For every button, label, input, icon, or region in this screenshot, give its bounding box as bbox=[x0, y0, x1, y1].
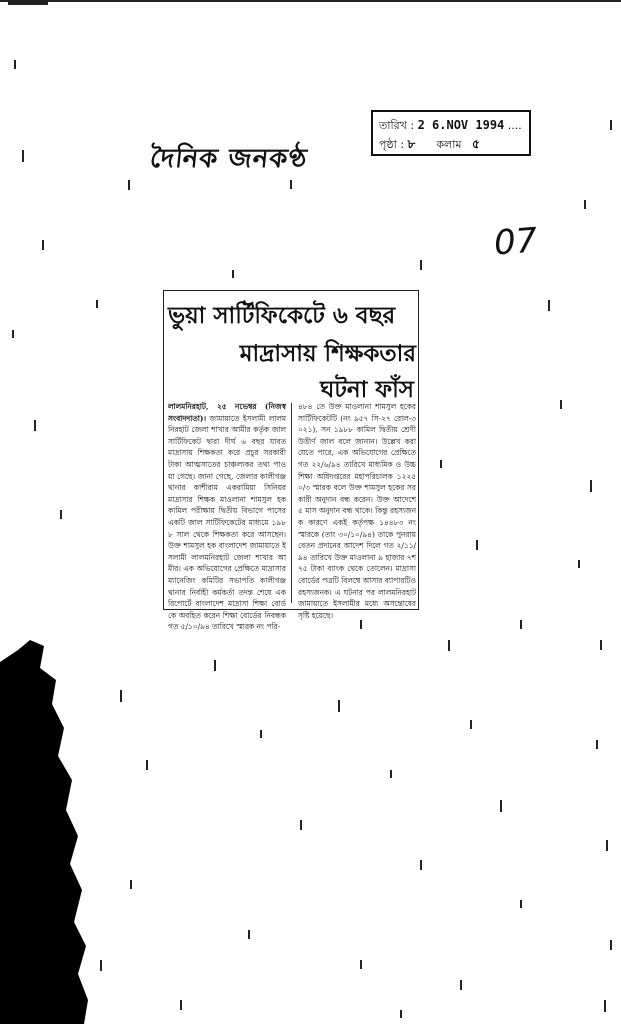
article-dateline: লালমনিরহাট, ২৫ নভেম্বর (নিজস্ব সংবাদদাতা)। bbox=[168, 402, 286, 423]
article-right-text: ৪৮৪ তে উক্ত মাওলানা শামসুল হকের সার্টিফিকেটটি (নং ৯৫৭ সি-২৭ রোল-৩০২১), সন ১৯৮৮ কামিল দ্বিতীয় শ্রেণী উত্তীর্ণ জাল বলে জানান। উল্লেখ করা যেতে পারে, এক অভিযোগের প্রেক্ষিতে গত ২২/৬/৯৪ তারিখে মাধ্যমিক ও উচ্চশিক্ষা অধিদপ্তরের মহাপরিচালক ১২২৫০/৩ স্মারক বলে উক্ত শামসুল হকের সরকারী অনুদান বন্ধ করেন। উক্ত আদেশে ৫ মাস অনুদান বন্ধ থাকে। কিন্তু রহস্যজনক কারণে একই কর্তৃপক্ষ ১৪৪৮৩ নং স্মারকে (তাং ৩০/১০/৯৪) তাকে পুনরায় বেতন প্রদানের আদেশ দিলে গত ২/১১/৯৪ তারিখে উক্ত মাওলানা ৯ হাজার ৭শ ৭৫ টাকা ব্যাংক থেকে তোলেন। মাদ্রাসা বোর্ডের পত্রটি বিলম্বে আসার ব্যাপারটিও রহস্যজনক। এ ঘটনার পর লালমনিরহাট জামায়াতে ইসলামীর মধ্যে অসন্তোষের সৃষ্টি হয়েছে। bbox=[298, 402, 416, 620]
stamp-page-label: পৃষ্ঠা bbox=[379, 138, 397, 151]
stamp-column-label: কলাম bbox=[436, 138, 462, 151]
article-column-left bbox=[168, 401, 286, 632]
handwritten-page-number: 07 bbox=[492, 220, 539, 264]
headline-line-3: ঘটনা ফাঁস bbox=[320, 377, 414, 403]
stamp-column-value: ৫ bbox=[472, 137, 480, 151]
stamp-page-row: পৃষ্ঠা : ৮ কলাম ৫ bbox=[379, 137, 480, 151]
stamp-date-value: 2 6.NOV 1994 bbox=[417, 118, 505, 132]
newspaper-masthead: দৈনিক জনকণ্ঠ bbox=[148, 144, 310, 174]
news-clipping bbox=[163, 290, 419, 632]
clipping-date-stamp bbox=[371, 110, 531, 156]
headline-line-1: ভুয়া সার্টিফিকেটে ৬ বছর bbox=[168, 303, 396, 329]
stamp-date-label: তারিখ bbox=[379, 119, 407, 132]
stamp-date-row: তারিখ : 2 6.NOV 1994 .... bbox=[379, 118, 522, 132]
column-divider bbox=[291, 403, 292, 603]
stamp-page-value: ৮ bbox=[407, 137, 416, 151]
torn-paper-edge-shadow bbox=[0, 640, 90, 1024]
article-left-text: জামায়াতে ইসলামী লালমনিরহাট জেলা শাখার আমীর কর্তৃক জাল সার্টিফিকেট দ্বারা দীর্ঘ ৬ বছর যাবত মাদ্রাসায় শিক্ষকতা করে প্রচুর সরকারী টাকা আত্মসাতের চাঞ্চল্যকর তথ্য পাওয়া গেছে। জানা গেছে, জেলার কালীগঞ্জ থানার কাশীরাম একরামিয়া সিনিয়র মাদ্রাসার শিক্ষক মাওলানা শামসুল হক কামিল পরীক্ষায় দ্বিতীয় বিভাগে পাসের একটি জাল সার্টিফিকেটের মাধ্যমে ১৯৮৮ সাল থেকে শিক্ষকতা করে আসছেন। উক্ত শামসুল হক বাংলাদেশ জামায়াতে ইসলামী লালমনিরহাট জেলা শাখার আমীর। এক অভিযোগের প্রেক্ষিতে মাদ্রাসার ম্যানেজিং কমিটির সভাপতি কালীগঞ্জ থানার নির্বাহী কর্মকর্তা তদন্ত শেষে এক রিপোর্টে বাংলাদেশ মাদ্রাসা শিক্ষা বোর্ডকে অবহিত করেন শিক্ষা বোর্ডের নিবন্ধক গত ৫/১০/৯৪ তারিখে স্মারক নং পরি- bbox=[168, 413, 286, 632]
headline-line-2: মাদ্রাসায় শিক্ষকতার bbox=[239, 341, 416, 367]
article-column-right bbox=[298, 401, 416, 620]
